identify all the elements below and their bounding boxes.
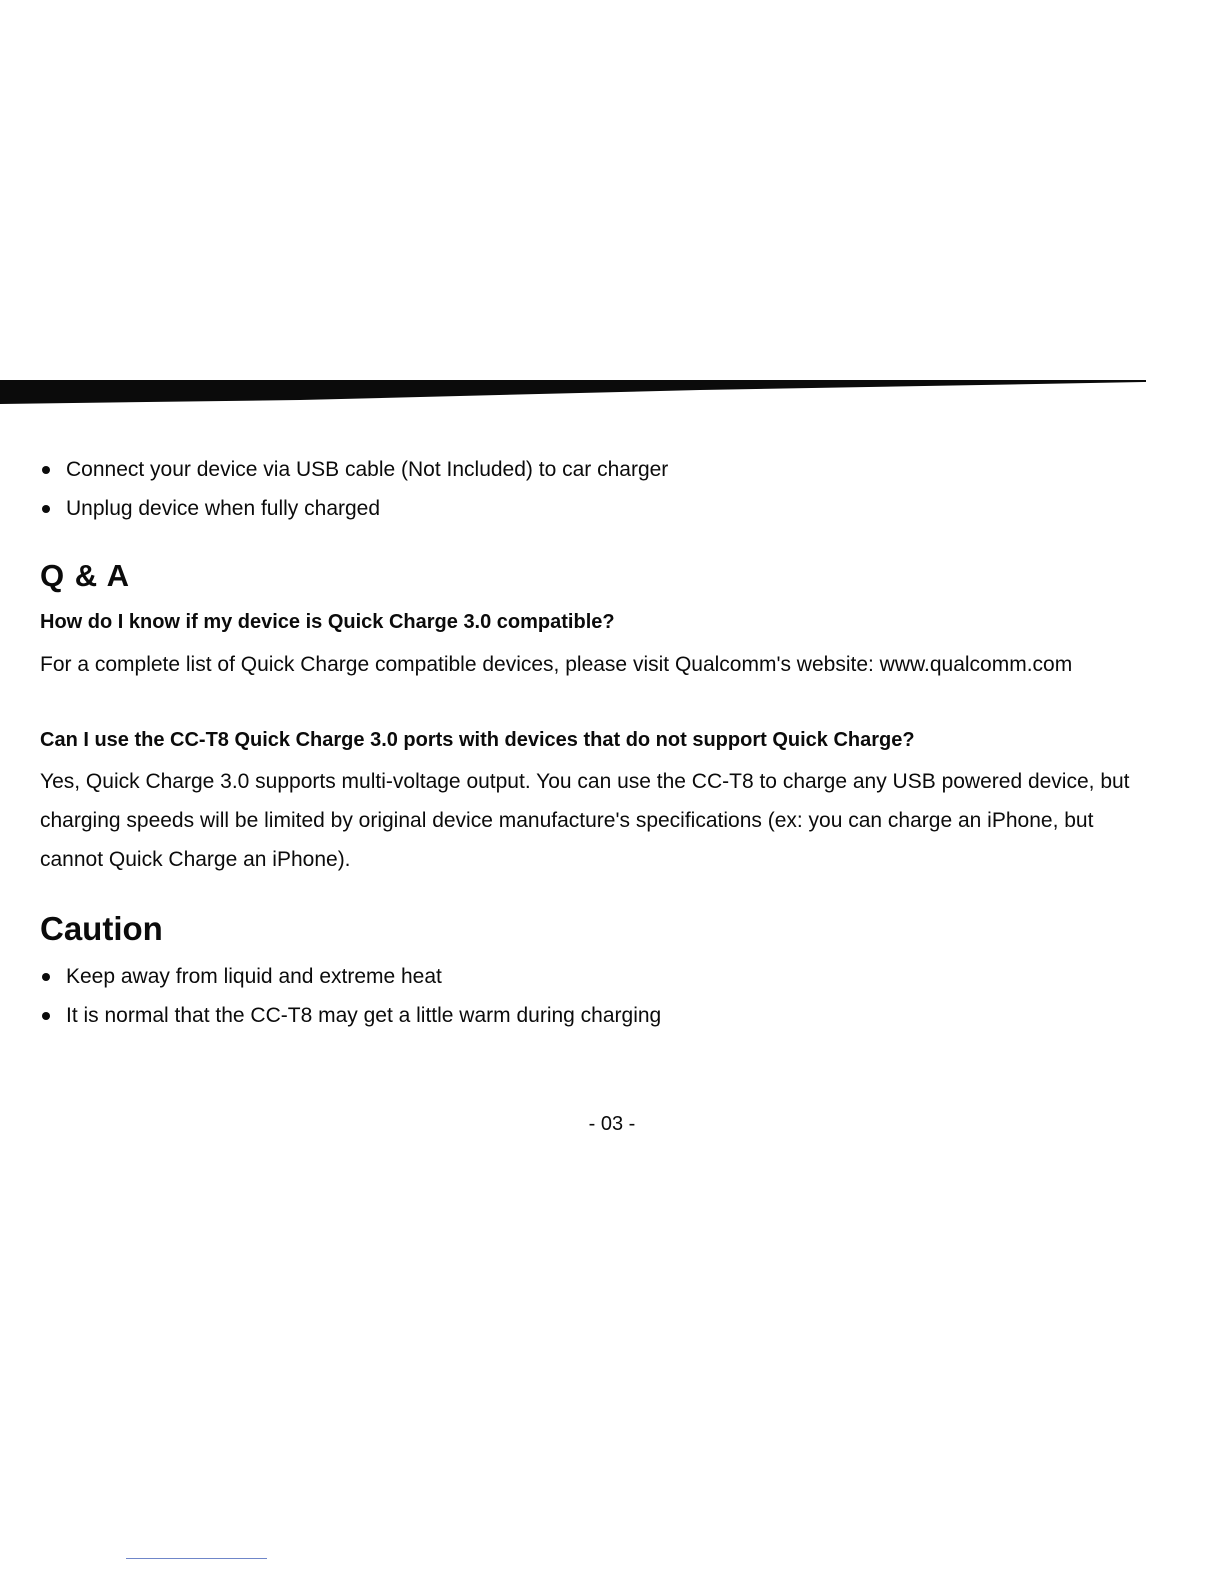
bullet-icon: [42, 466, 50, 474]
list-item: [40, 996, 661, 1035]
answer-compatibility: For a complete list of Quick Charge compatible devices, please visit Qualcomm's website: www.qualcomm.com: [40, 653, 1073, 676]
list-item-text: Connect your device via USB cable (Not Included) to car charger: [66, 458, 669, 481]
bullet-icon: [42, 1012, 50, 1020]
list-item: [40, 957, 661, 996]
question-non-quick-charge: Can I use the CC-T8 Quick Charge 3.0 ports with devices that do not support Quick Charge?: [40, 729, 915, 751]
list-item-text: It is normal that the CC-T8 may get a little warm during charging: [66, 1004, 662, 1027]
question-compatibility: How do I know if my device is Quick Charge 3.0 compatible?: [40, 611, 615, 633]
qa-heading: Q & A: [40, 558, 130, 593]
list-item: [40, 489, 668, 528]
caution-heading: Caution: [40, 910, 163, 947]
bullet-icon: [42, 505, 50, 513]
footer-rule: [126, 1558, 267, 1559]
list-item-text: Unplug device when fully charged: [66, 497, 381, 520]
list-item: [40, 450, 668, 489]
header-rule: [0, 376, 1146, 408]
caution-bullet-list: [40, 957, 661, 1035]
usage-bullet-list: [40, 450, 668, 528]
list-item-text: Keep away from liquid and extreme heat: [66, 965, 442, 988]
bullet-icon: [42, 973, 50, 981]
page-number: - 03 -: [588, 1113, 636, 1135]
answer-non-quick-charge: Yes, Quick Charge 3.0 supports multi-voltage output. You can use the CC-T8 to charge any USB powered device, but charging speeds will be limited by original device manufacture's specifications (ex: you can charge an iPhone, but cannot Quick Charge an iPhone).: [40, 770, 1130, 871]
